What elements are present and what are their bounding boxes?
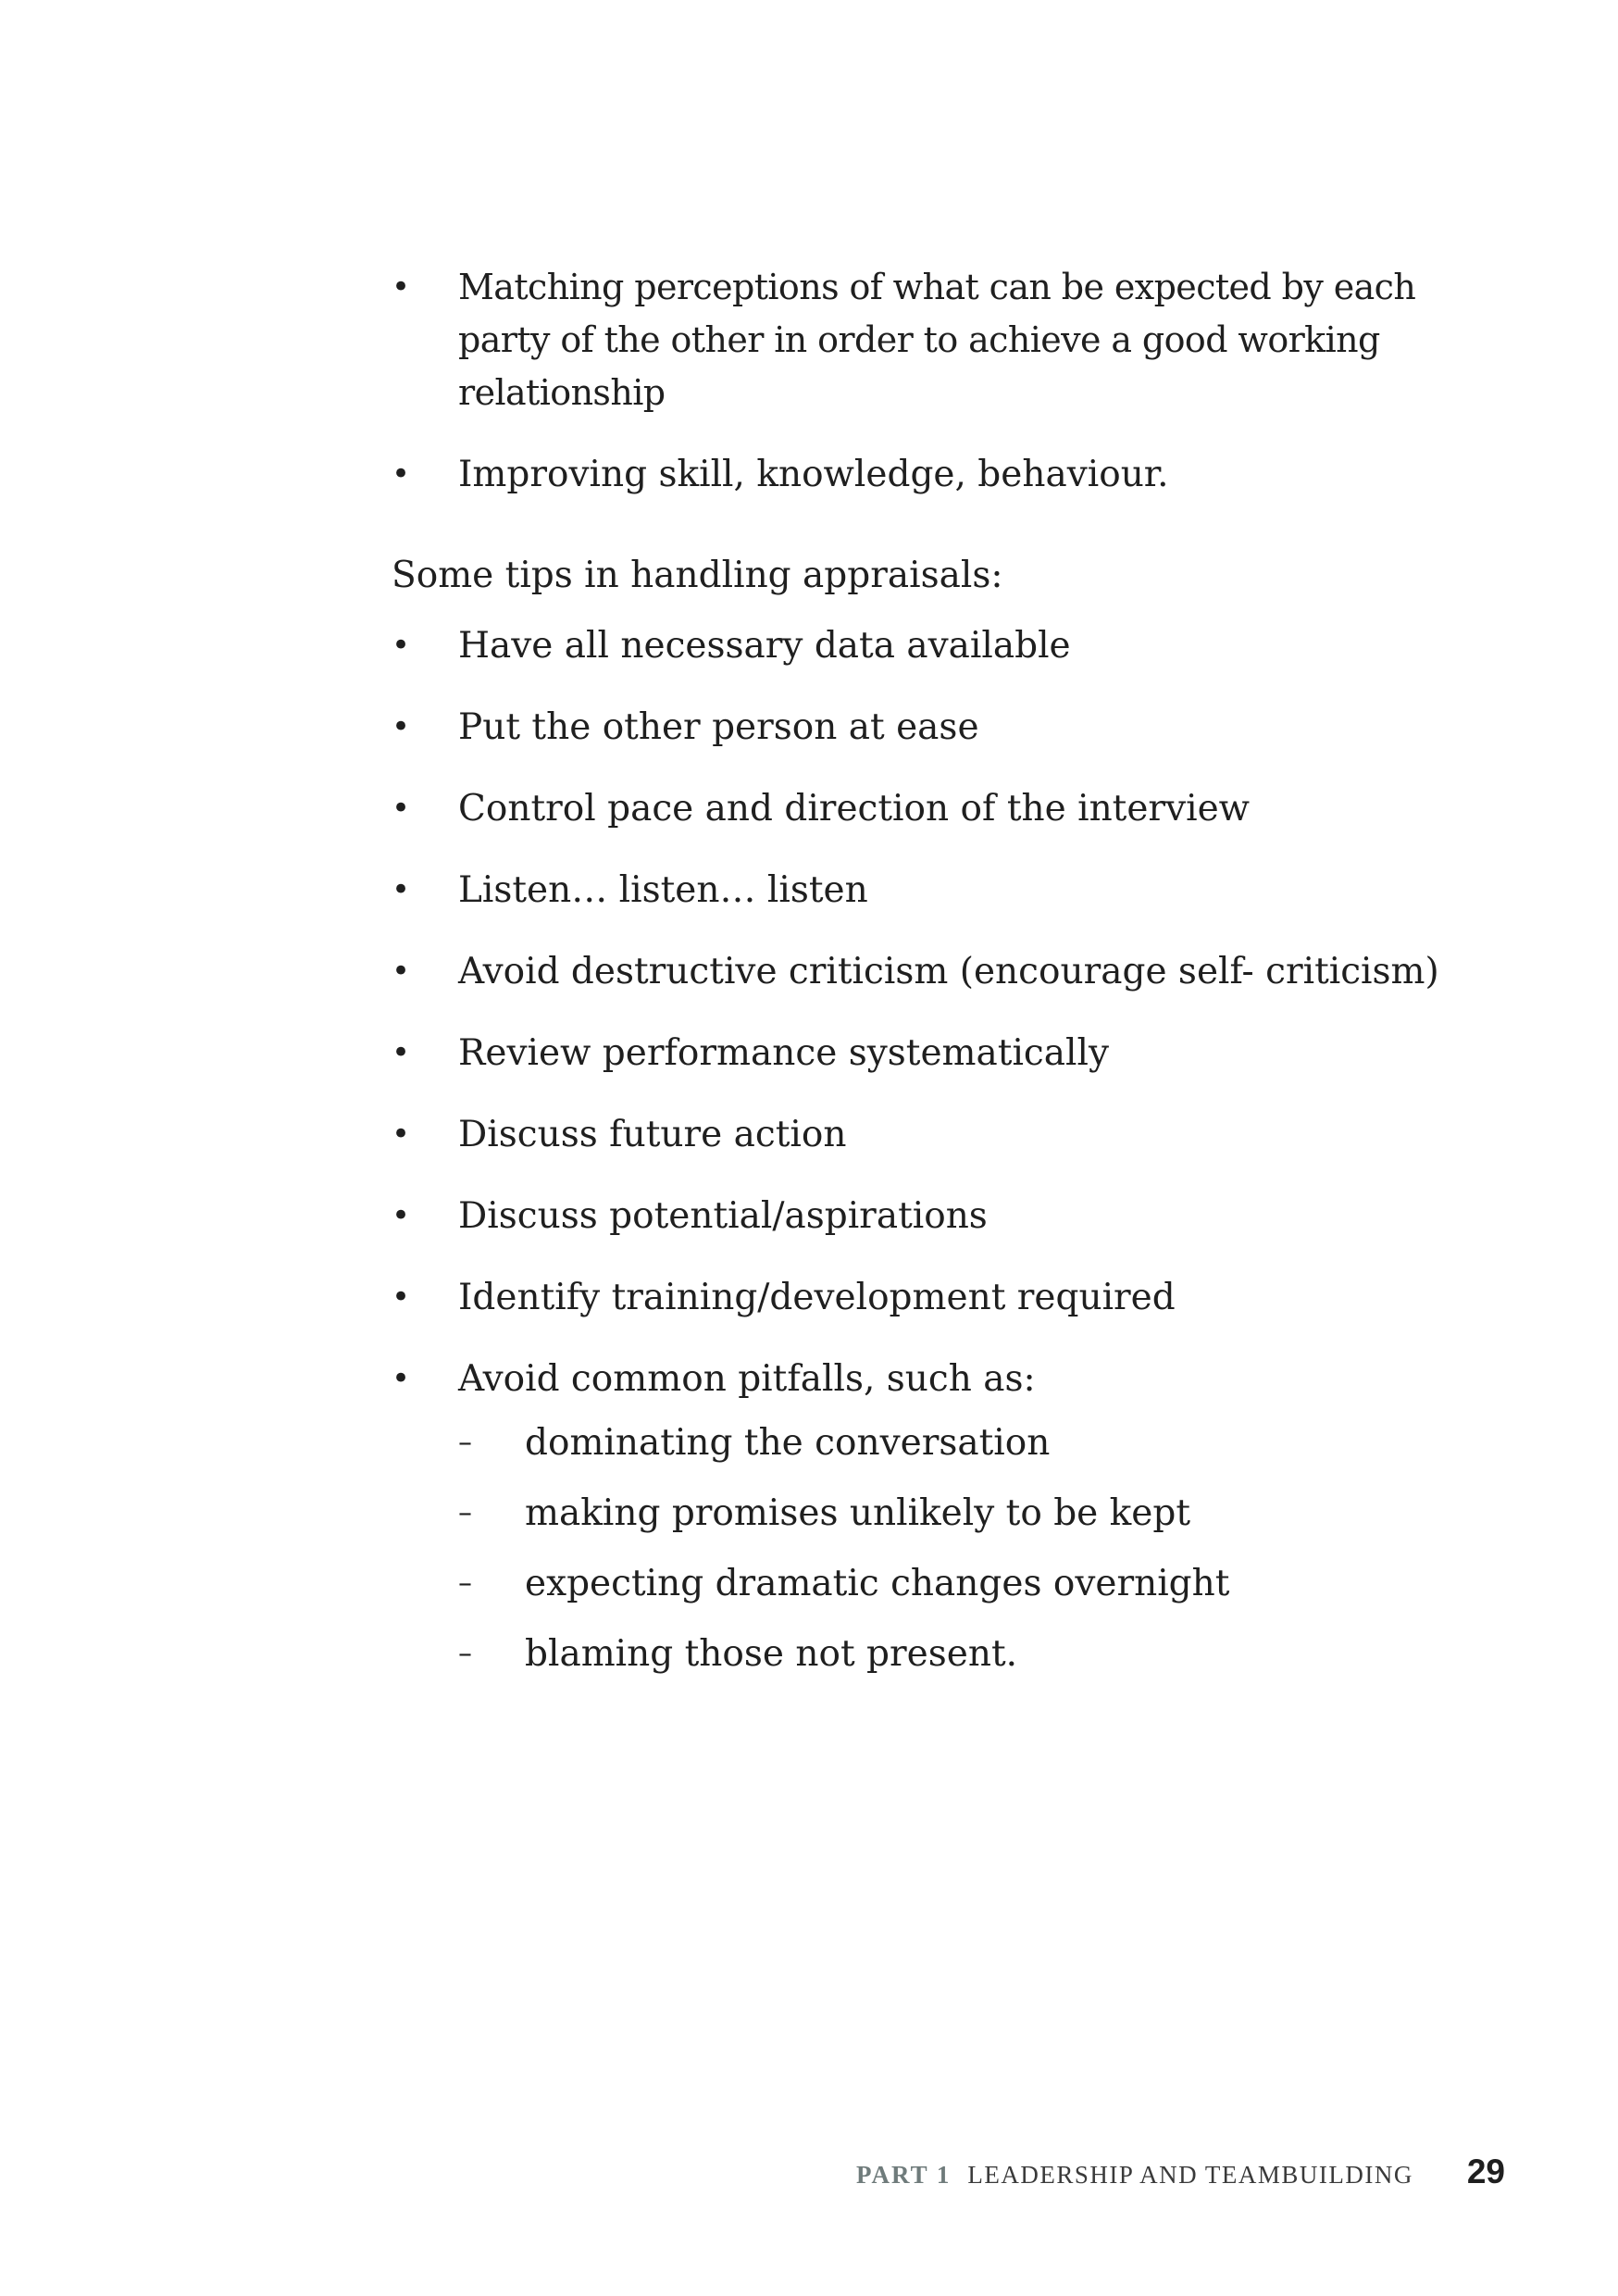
list-item-text: Discuss future action bbox=[458, 1114, 847, 1155]
list-item bbox=[392, 619, 1456, 672]
list-item-text: Control pace and direction of the interview bbox=[458, 788, 1251, 830]
sublist-item bbox=[458, 1416, 1456, 1469]
list-item bbox=[392, 448, 1456, 501]
dash-marker: – bbox=[458, 1567, 472, 1600]
list-item bbox=[392, 701, 1456, 754]
bullet-marker: • bbox=[392, 268, 410, 306]
list-item bbox=[392, 1271, 1456, 1324]
bullet-marker: • bbox=[392, 708, 411, 745]
list-item-text: Identify training/development required bbox=[458, 1277, 1176, 1318]
tips-heading: Some tips in handling appraisals: bbox=[392, 555, 1003, 596]
list-item-text: Avoid common pitfalls, such as: bbox=[458, 1358, 1036, 1400]
sublist-item-text: dominating the conversation bbox=[525, 1422, 1051, 1464]
sublist-item-text: making promises unlikely to be kept bbox=[525, 1492, 1191, 1534]
sublist-item bbox=[458, 1487, 1456, 1540]
list-item-text: Have all necessary data available bbox=[458, 625, 1071, 667]
sublist-item-text: blaming those not present. bbox=[525, 1633, 1018, 1675]
list-item-text: Matching perceptions of what can be expected by each party of the other in order to achieve a good working relationship bbox=[458, 267, 1416, 413]
intro-bullet-list bbox=[392, 261, 1456, 501]
page-content bbox=[392, 261, 1456, 1709]
list-item bbox=[392, 1190, 1456, 1242]
sublist-item bbox=[458, 1557, 1456, 1610]
footer-part-label: PART 1 bbox=[856, 2161, 952, 2189]
dash-marker: – bbox=[458, 1427, 472, 1459]
list-item-text: Avoid destructive criticism (encourage self- criticism) bbox=[458, 951, 1439, 992]
list-item bbox=[392, 782, 1456, 835]
bullet-marker: • bbox=[392, 455, 411, 493]
list-item bbox=[392, 261, 1456, 419]
bullet-marker: • bbox=[392, 790, 411, 827]
list-item bbox=[392, 1027, 1456, 1079]
dash-marker: – bbox=[458, 1638, 472, 1670]
pitfalls-sublist bbox=[458, 1416, 1456, 1680]
tips-bullet-list bbox=[392, 619, 1456, 1680]
list-item-text: Review performance systematically bbox=[458, 1032, 1109, 1074]
list-item bbox=[392, 1353, 1456, 1680]
bullet-marker: • bbox=[392, 1360, 411, 1397]
bullet-marker: • bbox=[392, 871, 411, 908]
bullet-marker: • bbox=[392, 1279, 411, 1316]
list-item-text: Improving skill, knowledge, behaviour. bbox=[458, 454, 1169, 495]
list-item bbox=[392, 1108, 1456, 1161]
page-number: 29 bbox=[1466, 2152, 1505, 2190]
bullet-marker: • bbox=[392, 1034, 411, 1071]
bullet-marker: • bbox=[392, 953, 411, 990]
dash-marker: – bbox=[458, 1497, 472, 1529]
bullet-marker: • bbox=[392, 1197, 411, 1234]
list-item bbox=[392, 945, 1456, 998]
bullet-marker: • bbox=[392, 1116, 411, 1153]
list-item-text: Discuss potential/aspirations bbox=[458, 1195, 988, 1237]
list-item-text: Put the other person at ease bbox=[458, 706, 979, 748]
sublist-item bbox=[458, 1628, 1456, 1680]
list-item bbox=[392, 864, 1456, 917]
footer-section-title: LEADERSHIP AND TEAMBUILDING bbox=[967, 2161, 1413, 2189]
list-item-text: Listen… listen… listen bbox=[458, 869, 868, 911]
page-footer bbox=[856, 2152, 1505, 2191]
bullet-marker: • bbox=[392, 627, 411, 664]
sublist-item-text: expecting dramatic changes overnight bbox=[525, 1563, 1230, 1604]
